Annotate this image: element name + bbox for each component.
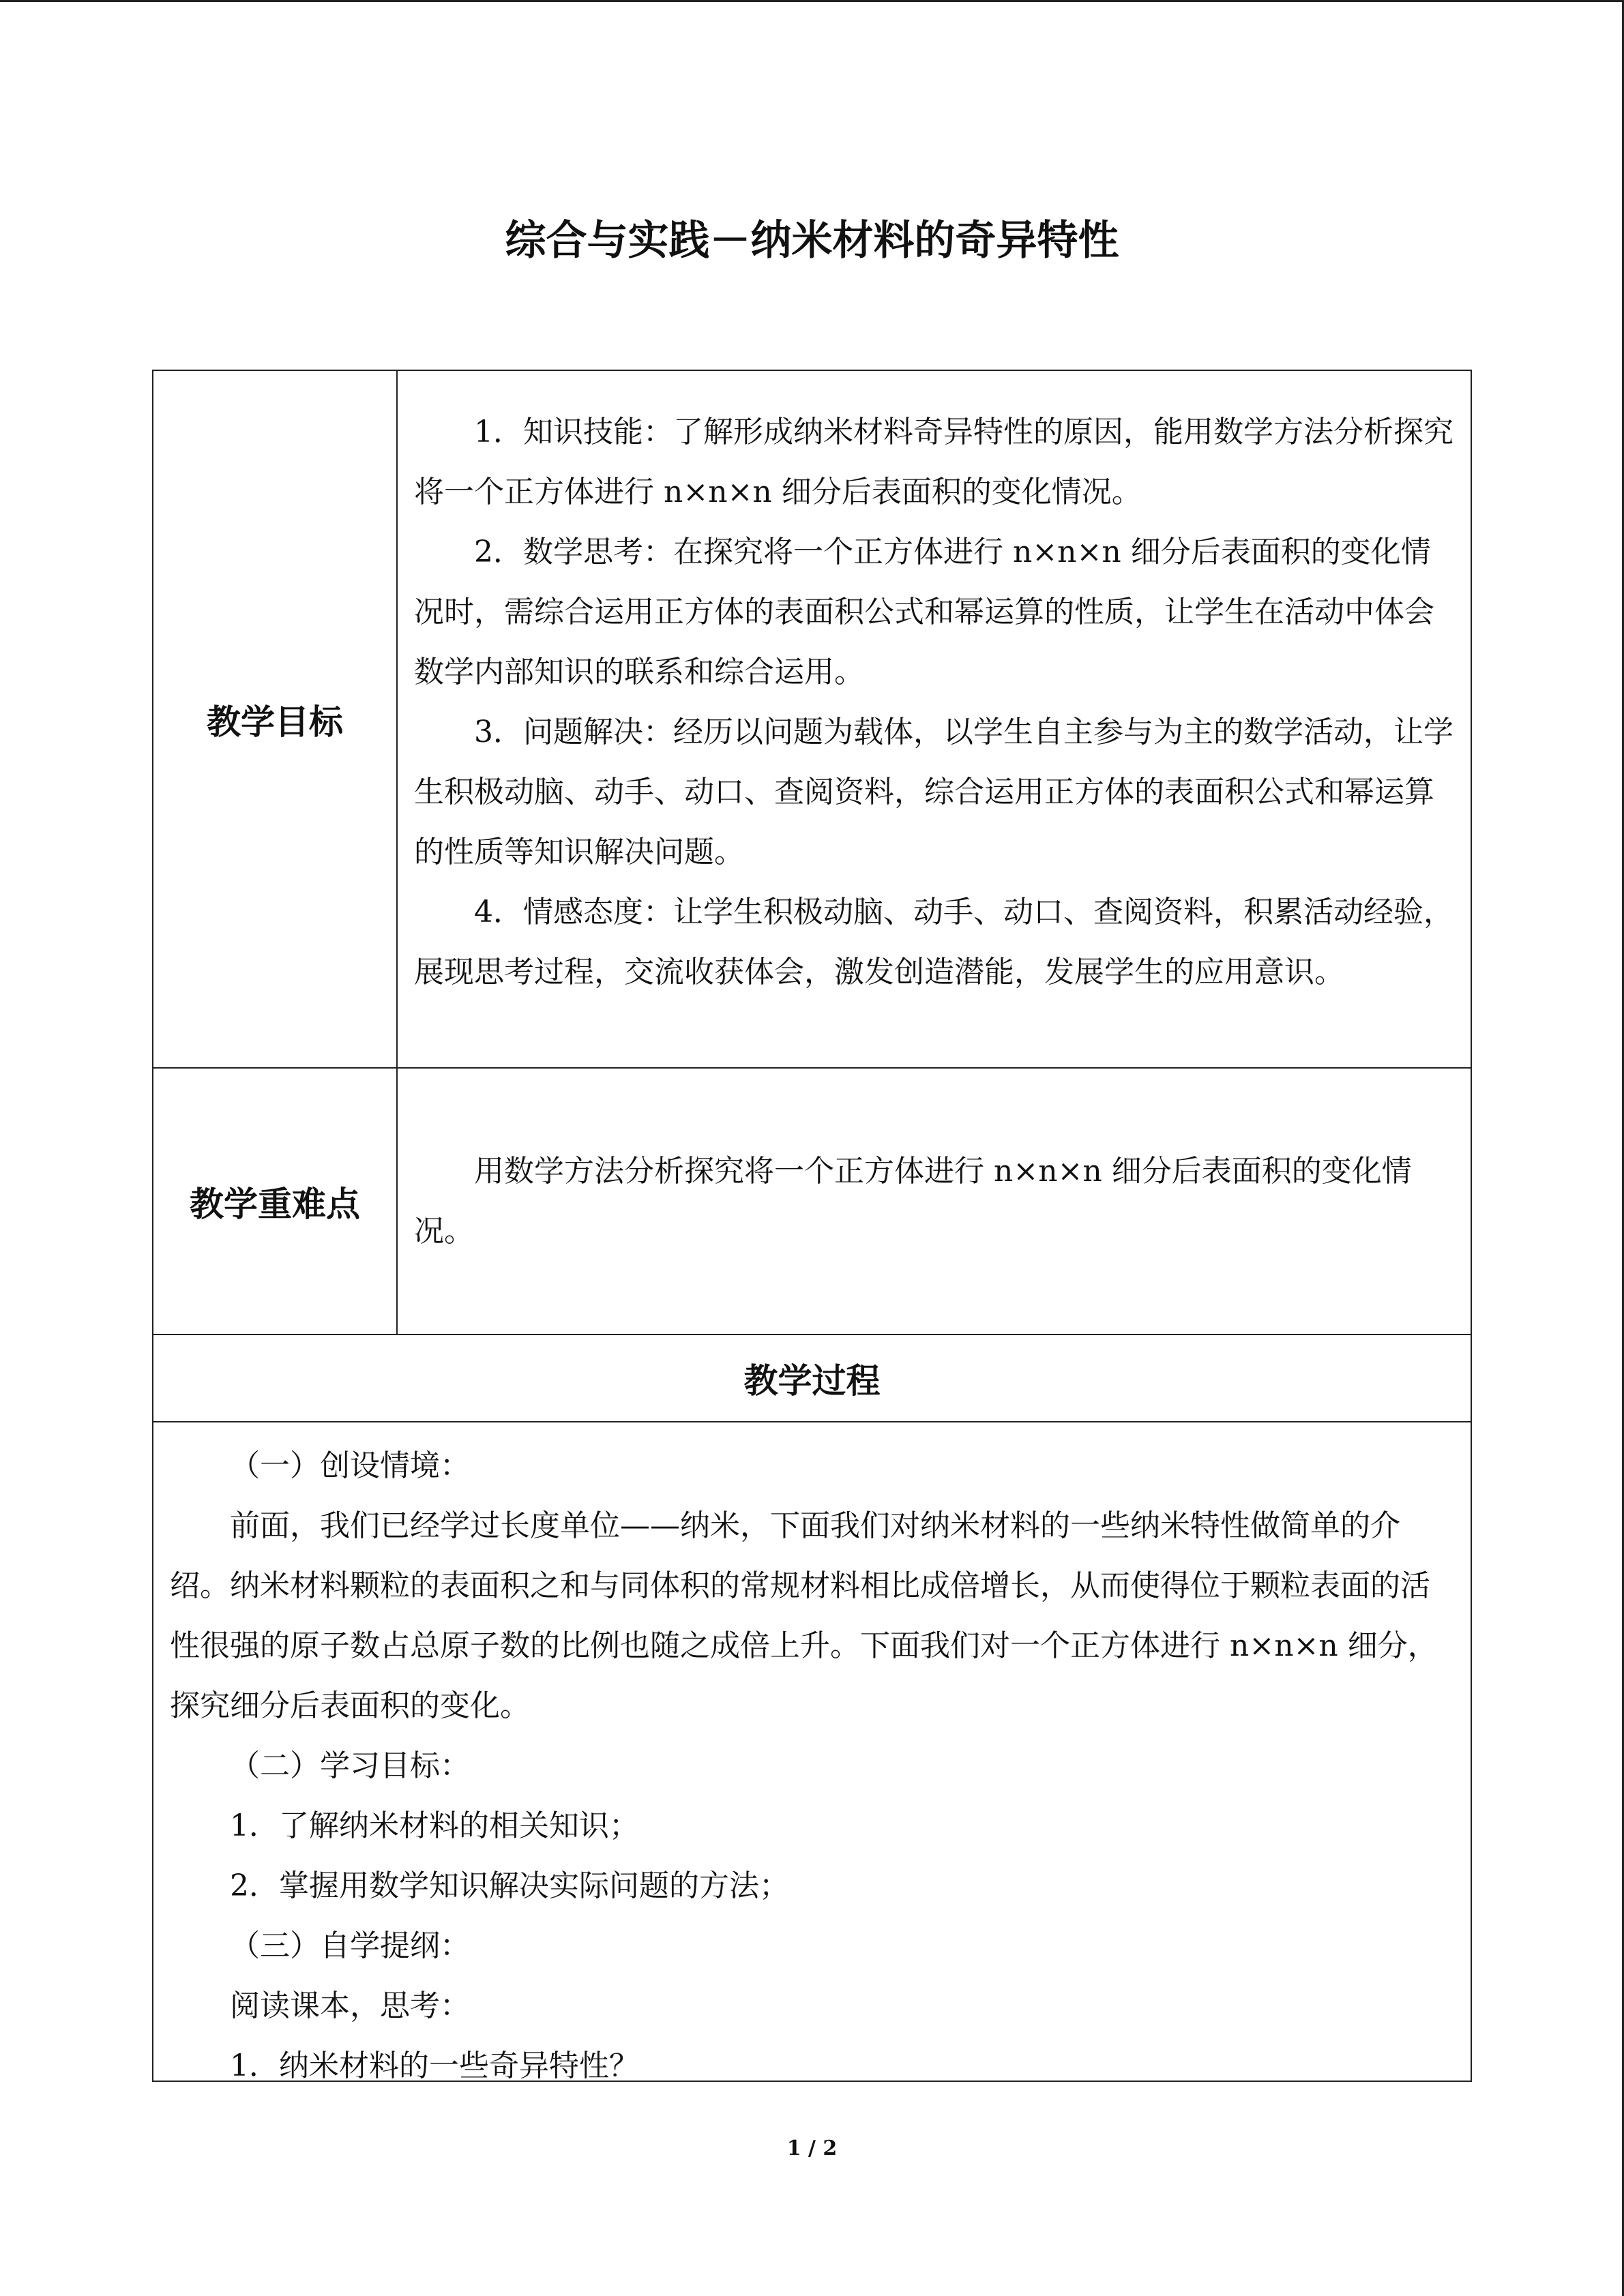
process-heading: 教学过程 [743,1361,881,1401]
document-title: 综合与实践－纳米材料的奇异特性 [505,217,1119,265]
key-points-paragraph: 用数学方法分析探究将一个正方体进行 n×n×n 细分后表面积的变化情况。 [414,1153,1412,1249]
process-paragraph: 2．掌握用数学知识解决实际问题的方法； [230,1868,789,1903]
key-points-content [398,1069,1471,1334]
process-content-row [153,1422,1471,2083]
process-paragraph: （二）学习目标： [230,1748,470,1783]
process-paragraph: 前面，我们已经学过长度单位——纳米，下面我们对纳米材料的一些纳米特性做简单的介绍。纳米材料颗粒的表面积之和与同体积的常规材料相比成倍增长，从而使得位于颗粒表面的活性很强的原子数占总原子数的比例也随之成倍上升。下面我们对一个正方体进行 n×n×n 细分，探究细分后表面积的变化。 [170,1508,1438,1723]
objective-paragraph: 1．知识技能：了解形成纳米材料奇异特性的原因，能用数学方法分析探究将一个正方体进行 n×n×n 细分后表面积的变化情况。 [414,415,1453,509]
lesson-plan-table [152,370,1472,2082]
process-heading-row [153,1335,1471,1422]
key-points-label: 教学重难点 [153,1069,398,1334]
process-paragraph: 1．纳米材料的一些奇异特性？ [230,2048,639,2083]
objectives-label: 教学目标 [153,371,398,1067]
process-paragraph: （一）创设情境： [230,1448,470,1483]
key-points-row [153,1069,1471,1335]
process-paragraph: 阅读课本，思考： [230,1988,470,2023]
objectives-row [153,371,1471,1069]
page-border-top [0,0,1624,2]
objective-paragraph: 3．问题解决：经历以问题为载体，以学生自主参与为主的数学活动，让学生积极动脑、动手、动口、查阅资料，综合运用正方体的表面积公式和幂运算的性质等知识解决问题。 [414,715,1453,869]
page-number: 1 / 2 [786,2136,838,2160]
objective-paragraph: 2．数学思考：在探究将一个正方体进行 n×n×n 细分后表面积的变化情况时，需综合运用正方体的表面积公式和幂运算的性质，让学生在活动中体会数学内部知识的联系和综合运用。 [414,535,1434,689]
process-paragraph: （三）自学提纲： [230,1928,470,1963]
objectives-content [398,371,1471,1067]
process-paragraph: 1．了解纳米材料的相关知识； [230,1808,639,1843]
process-content [153,1422,1471,2083]
objective-paragraph: 4．情感态度：让学生积极动脑、动手、动口、查阅资料，积累活动经验，展现思考过程，交流收获体会，激发创造潜能，发展学生的应用意识。 [414,895,1453,989]
